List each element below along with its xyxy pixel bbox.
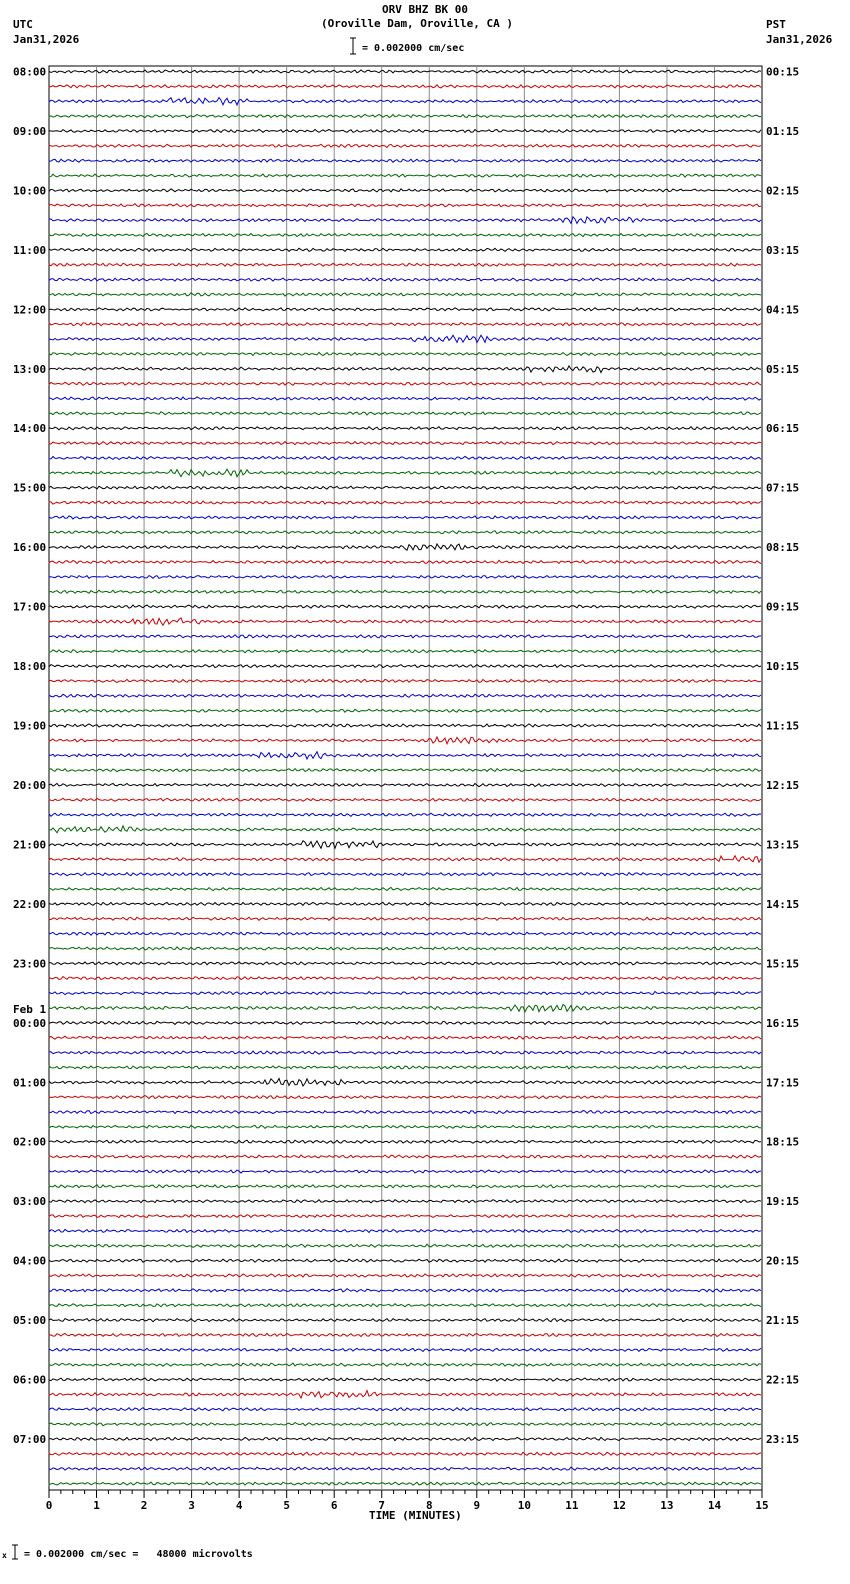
seismic-trace [49,1185,761,1188]
seismic-trace [49,826,761,833]
seismic-trace [49,1079,761,1087]
seismic-trace [49,366,761,373]
seismic-trace [49,1333,761,1336]
left-hour-label: 04:00 [13,1254,47,1268]
seismic-trace [49,932,761,935]
seismic-trace [49,665,761,668]
left-hour-label: 15:00 [13,481,47,495]
seismic-trace [49,486,761,489]
seismic-trace [49,308,761,311]
right-hour-label: 20:15 [766,1254,800,1268]
seismic-trace [49,456,761,459]
seismic-trace [49,1348,761,1351]
footer-mark: x [2,1551,7,1560]
seismic-trace [49,575,761,578]
seismic-trace [49,1111,761,1114]
seismic-trace [49,1319,761,1322]
x-tick-label: 6 [330,1499,338,1512]
seismic-trace [49,278,761,281]
seismic-trace [49,115,761,118]
seismic-trace [49,1066,761,1069]
x-tick-label: 13 [660,1499,674,1512]
seismic-trace [49,1274,761,1277]
seismic-trace [49,873,761,876]
left-hour-label: 02:00 [13,1135,47,1149]
right-hour-label: 17:15 [766,1076,800,1090]
x-tick-label: 9 [473,1499,481,1512]
seismic-trace [49,605,761,608]
seismic-trace [49,159,761,162]
seismic-trace [49,469,761,477]
right-timezone: PST [766,18,786,31]
x-tick-label: 4 [235,1499,243,1512]
right-date: Jan31,2026 [766,33,833,46]
seismic-trace [49,1170,761,1173]
x-axis-label: TIME (MINUTES) [369,1509,462,1522]
seismic-trace [49,1036,761,1039]
seismic-trace [49,1289,761,1292]
seismic-trace [49,1229,761,1232]
seismic-trace [49,204,761,207]
left-timezone: UTC [13,18,33,31]
seismic-trace [49,560,761,563]
seismic-trace [49,1096,761,1099]
seismic-trace [49,85,761,88]
left-hour-label: 00:00 [13,1016,47,1030]
seismic-trace [49,427,761,430]
seismic-trace [49,323,761,326]
right-hour-label: 19:15 [766,1195,800,1209]
seismic-trace [49,1363,761,1366]
seismic-trace [49,544,761,550]
left-hour-label: 07:00 [13,1433,47,1446]
seismic-trace [49,1378,761,1381]
seismic-trace [49,856,761,863]
seismic-trace [49,783,761,786]
left-hour-label: 05:00 [13,1314,47,1328]
right-hour-label: 04:15 [766,303,800,317]
left-hour-label: 12:00 [13,303,47,317]
x-tick-label: 3 [188,1499,195,1512]
right-hour-label: 18:15 [766,1135,800,1149]
right-hour-label: 11:15 [766,719,800,733]
seismic-trace [49,650,761,653]
left-hour-label: 21:00 [13,838,47,852]
seismic-trace [49,841,761,849]
seismic-trace [49,679,761,682]
seismic-trace [49,737,761,744]
seismic-trace [49,1244,761,1247]
left-hour-label: 06:00 [13,1373,47,1387]
left-hour-label: 10:00 [13,184,47,198]
right-hour-label: 06:15 [766,422,800,436]
footer-scale-bar-icon [12,1545,18,1559]
scale-text: = 0.002000 cm/sec [362,43,465,54]
right-hour-label: 15:15 [766,957,800,971]
left-hour-label: 14:00 [13,422,47,436]
right-hour-label: 16:15 [766,1016,800,1030]
right-hour-label: 23:15 [766,1433,800,1446]
seismic-trace [49,412,761,415]
left-hour-label: 11:00 [13,243,47,257]
seismic-trace [49,635,761,638]
seismic-trace [49,977,761,980]
seismic-trace [49,752,761,759]
right-hour-label: 00:15 [766,65,800,79]
seismic-trace [49,397,761,400]
x-tick-label: 1 [93,1499,100,1512]
right-hour-label: 22:15 [766,1373,800,1387]
title: ORV BHZ BK 00 [381,3,469,16]
left-hour-label: 17:00 [13,600,47,614]
seismic-trace [49,1467,761,1470]
seismic-trace [49,798,761,801]
seismic-trace [49,1051,761,1054]
seismic-trace [49,1391,761,1399]
seismic-trace [49,618,761,625]
seismic-trace [49,1408,761,1411]
seismic-trace [49,70,761,73]
seismic-trace [49,1452,761,1455]
left-hour-label: 08:00 [13,65,47,79]
seismic-trace [49,724,761,727]
seismic-trace [49,263,761,266]
x-tick-label: 14 [707,1499,722,1512]
right-hour-label: 12:15 [766,778,800,792]
seismic-trace [49,887,761,890]
right-hour-label: 08:15 [766,541,800,555]
x-tick-label: 11 [565,1499,579,1512]
x-tick-label: 0 [45,1499,53,1512]
seismic-trace [49,1437,761,1440]
right-hour-label: 14:15 [766,897,800,911]
subtitle: (Oroville Dam, Oroville, CA ) [320,17,514,30]
seismic-trace [49,709,761,712]
right-hour-label: 01:15 [766,124,800,138]
date-change-label: Feb 1 [13,1002,47,1016]
x-tick-label: 10 [517,1499,531,1512]
seismic-trace [49,1125,761,1128]
footer-scale-note: = 0.002000 cm/sec = 48000 microvolts [24,1549,253,1560]
seismic-trace [49,1259,761,1262]
seismic-trace [49,442,761,445]
right-hour-label: 13:15 [766,838,800,852]
seismic-trace [49,174,761,177]
left-hour-label: 16:00 [13,541,47,555]
seismic-trace [49,1005,761,1012]
seismic-trace [49,917,761,920]
left-hour-label: 23:00 [13,957,47,971]
seismic-trace [49,501,761,504]
seismic-trace [49,233,761,236]
right-hour-label: 03:15 [766,243,800,257]
seismic-trace [49,1200,761,1203]
x-tick-label: 5 [283,1499,290,1512]
seismic-trace [49,1423,761,1426]
left-hour-label: 19:00 [13,719,47,733]
seismic-trace [49,1304,761,1307]
x-tick-label: 7 [378,1499,386,1512]
x-tick-label: 12 [612,1499,627,1512]
x-tick-label: 8 [425,1499,433,1512]
right-hour-label: 09:15 [766,600,800,614]
seismic-trace [49,1482,761,1485]
seismic-trace [49,1021,761,1024]
right-hour-label: 05:15 [766,362,800,376]
left-hour-label: 01:00 [13,1076,47,1090]
seismic-trace [49,590,761,593]
seismic-trace [49,335,761,342]
seismic-trace [49,962,761,965]
left-date: Jan31,2026 [13,33,80,46]
seismic-trace [49,1140,761,1143]
seismic-trace [49,1215,761,1218]
left-hour-label: 22:00 [13,897,47,911]
seismic-trace [49,144,761,147]
x-tick-label: 2 [140,1499,148,1512]
seismic-trace [49,902,761,905]
seismic-trace [49,516,761,519]
seismic-trace [49,248,761,251]
seismic-trace [49,217,761,224]
seismic-trace [49,694,761,697]
seismic-trace [49,293,761,296]
seismic-trace [49,1155,761,1158]
left-hour-label: 18:00 [13,660,47,674]
right-hour-label: 07:15 [766,481,800,495]
seismic-trace [49,947,761,950]
left-hour-label: 13:00 [13,362,47,376]
right-hour-label: 10:15 [766,660,800,674]
seismic-trace [49,189,761,192]
seismic-trace [49,769,761,772]
seismic-trace [49,531,761,534]
right-hour-label: 21:15 [766,1314,800,1328]
right-hour-label: 02:15 [766,184,800,198]
scale-bar-icon [350,38,356,54]
seismic-trace [49,382,761,385]
seismic-trace [49,352,761,355]
seismic-trace [49,992,761,995]
left-hour-label: 09:00 [13,124,47,138]
left-hour-label: 03:00 [13,1195,47,1209]
seismic-trace [49,129,761,132]
left-hour-label: 20:00 [13,778,47,792]
x-tick-label: 15 [755,1499,769,1512]
seismic-trace [49,98,761,106]
seismic-trace [49,813,761,816]
